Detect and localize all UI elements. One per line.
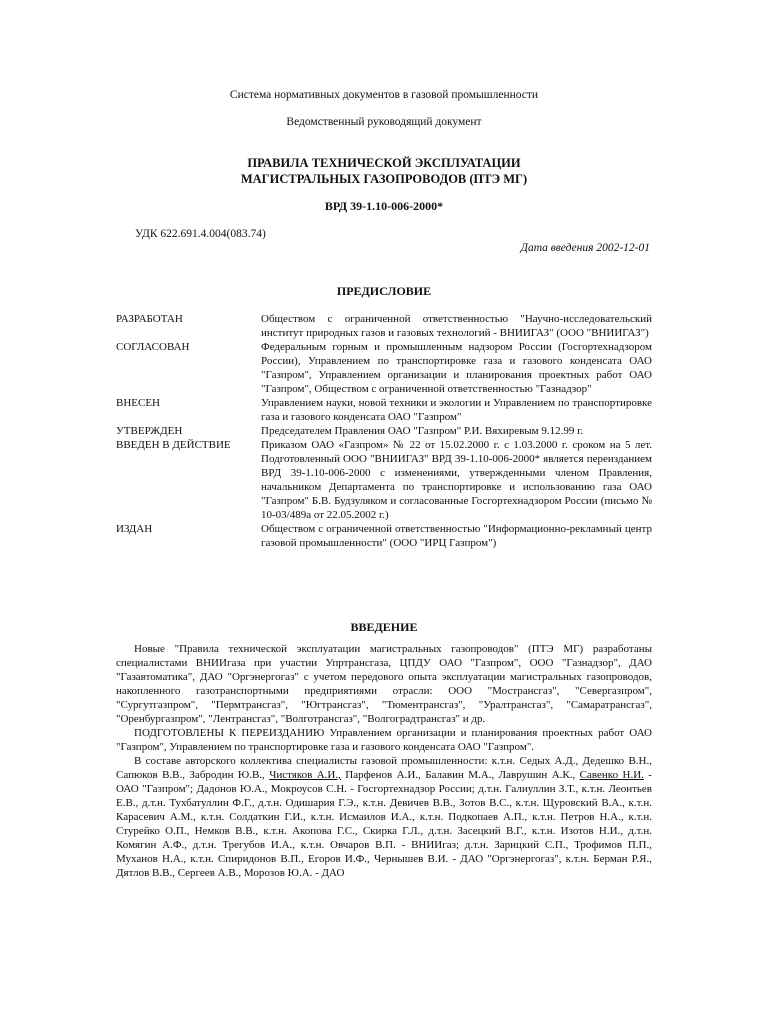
underlined-author: Чистяков А.И., (269, 769, 341, 781)
introduction-date: Дата введения 2002-12-01 (520, 242, 650, 254)
title-line-2: МАГИСТРАЛЬНЫХ ГАЗОПРОВОДОВ (ПТЭ МГ) (240, 172, 528, 186)
preface-row (116, 522, 652, 550)
preface-row (116, 396, 652, 424)
intro-text: - ОАО "Газпром"; Дадонов Ю.А., Мокроусов С.Н. - Госгортехнадзор России; д.т.н. Галиуллин З.Т., к.т.н. Леонтьев Е.В., д.т.н. Тухбатуллин Ф.Г., д.т.н. Одишария Г.Э., к.т.н. Девичев В.В., Зотов В.С., к.т.н. Щуровский В.А., к.т.н. Карасевич А.М., к.т.н. Солдаткин Г.И., к.т.н. Исмаилов И.А., к.т.н. Подкопаев А.П., к.т.н. Петров Н.А., к.т.н. Стурейко О.П., Немков В.В., к.т.н. Акопова Г.С., Скирка Г.Л., д.т.н. Засецкий В.Г., к.т.н. Изотов Н.И., д.т.н. Комягин А.Ф., д.т.н. Трегубов И.А., к.т.н. Овчаров В.П. - ВНИИгаз; д.т.н. Зарицкий С.П., Трофимов П.П., Муханов Н.А., к.т.н. Спиридонов В.П., Егоров И.Ф., Чернышев В.И. - ДАО "Оргэнергогаз", к.т.н. Берман Р.Я., Дятлов В.В., Сергеев А.В., Морозов Ю.А. - ДАО (116, 769, 652, 879)
preface-label: ВНЕСЕН (116, 397, 160, 409)
document-series: Система нормативных документов в газовой промышленности (229, 89, 539, 101)
intro-paragraph-1: Новые "Правила технической эксплуатации магистральных газопроводов" (ПТЭ МГ) разработаны специалистами ВНИИгаза при участии Упртрансгаза, ЦПДУ ОАО "Газпром", ООО "Газнадзор", ДАО "Газавтоматика", ДАО "Оргэнергогаз" с учетом передового опыта эксплуатации магистральных газопроводов, накопленного газотранспортными предприятиями отрасли: ООО "Мострансгаз", "Севергазпром", "Сургутгазпром", "Пермтрансгаз", "Югтрансгаз", "Тюментрансгаз", "Уралтрансгаз", "Самаратрансгаз", "Оренбургазпром", "Лентрансгаз", "Волготрансгаз", "Волгоградтрансгаз" и др. (116, 643, 652, 725)
preface-row (116, 340, 652, 396)
intro-text: Парфенов А.И., Балавин М.А., Лаврушин А.К., (340, 769, 580, 781)
preface-label: ИЗДАН (116, 523, 153, 535)
underlined-author: Савенко Н.И. (579, 769, 644, 781)
preface-label: ВВЕДЕН В ДЕЙСТВИЕ (116, 439, 231, 451)
preface-heading: ПРЕДИСЛОВИЕ (336, 284, 432, 298)
title-line-1: ПРАВИЛА ТЕХНИЧЕСКОЙ ЭКСПЛУАТАЦИИ (247, 156, 521, 170)
udk-code: УДК 622.691.4.004(083.74) (135, 228, 266, 240)
preface-text: Приказом ОАО «Газпром» № 22 от 15.02.2000 г. с 1.03.2000 г. сроком на 5 лет. Подготовленный ООО "ВНИИГАЗ" ВРД 39-1.10-006-2000* является переизданием ВРД 39-1.10-006-2000 с изменениями, утвержденными членом Правления, начальником Департамента по транспортировке и использованию газа ОАО "Газпром" Б.В. Будзуляком и согласованные Госгортехнадзором России (письмо № 10-03/489а от 22.05.2002 г.) (261, 439, 652, 521)
preface-text: Председателем Правления ОАО "Газпром" Р.И. Вяхиревым 9.12.99 г. (261, 425, 584, 437)
document-code: ВРД 39-1.10-006-2000* (324, 199, 444, 213)
preface-label: РАЗРАБОТАН (116, 313, 183, 325)
introduction-heading: ВВЕДЕНИЕ (350, 620, 418, 634)
preface-text: Обществом с ограниченной ответственностью "Информационно-рекламный центр газовой промышленности" (ООО "ИРЦ Газпром") (261, 523, 652, 549)
preface-row (116, 312, 652, 340)
preface-label: УТВЕРЖДЕН (116, 425, 183, 437)
intro-text: В составе авторского коллектива специалисты газовой промышленности: к.т.н. Седых А.Д., Дедешко В.Н., Сапюков В.В., Забродин Ю.В., (116, 755, 652, 781)
introduction-body (116, 642, 652, 880)
preface-table (116, 312, 652, 550)
preface-label: СОГЛАСОВАН (116, 341, 190, 353)
preface-text: Федеральным горным и промышленным надзором России (Госгортехнадзором России), Управлением по транспортировке газа и газового конденсата ОАО "Газпром", Управлением организации и планирования проектных работ ОАО "Газпром", Обществом с ограниченной ответственностью "Газнадзор" (261, 341, 652, 395)
preface-text: Обществом с ограниченной ответственностью "Научно-исследовательский институт природных газов и газовых технологий - ВНИИГАЗ" (ООО "ВНИИГАЗ") (261, 313, 652, 339)
preface-row (116, 424, 652, 438)
document-title (0, 155, 768, 187)
document-type: Ведомственный руководящий документ (286, 116, 482, 128)
intro-paragraph-2: ПОДГОТОВЛЕНЫ К ПЕРЕИЗДАНИЮ Управлением организации и планирования проектных работ ОАО "Газпром", Управлением по транспортировке газа и газового конденсата ОАО "Газпром". (116, 727, 652, 753)
preface-text: Управлением науки, новой техники и экологии и Управлением по транспортировке газа и газового конденсата ОАО "Газпром" (261, 397, 652, 423)
intro-paragraph-3 (116, 754, 652, 880)
preface-row (116, 438, 652, 522)
